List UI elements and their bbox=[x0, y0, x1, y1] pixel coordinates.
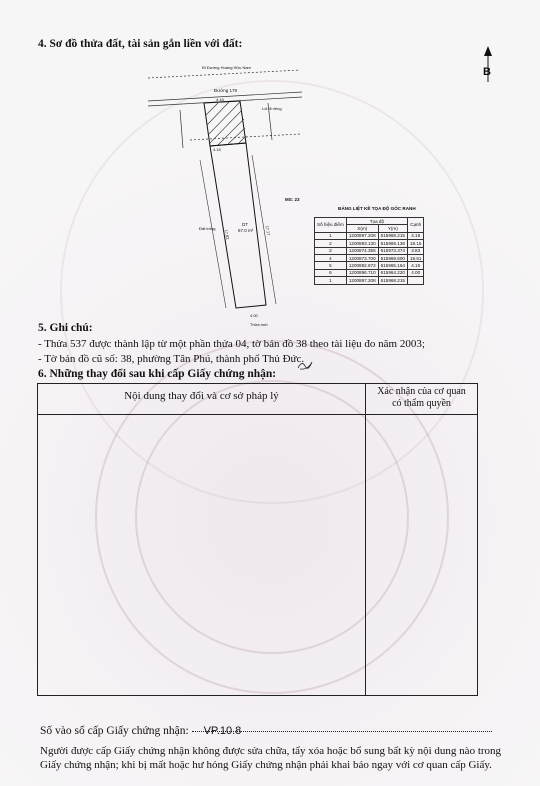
cell: 1200896.710 bbox=[346, 269, 378, 276]
changes-table bbox=[37, 383, 478, 696]
road-small-label: Lối đi riêng bbox=[262, 106, 282, 111]
changes-col-content bbox=[38, 384, 366, 695]
cert-register-label: Số vào sổ cấp Giấy chứng nhận: bbox=[40, 725, 189, 737]
cell: 5 bbox=[315, 262, 347, 269]
dim-label: 4.15 bbox=[213, 147, 221, 152]
section6-title: 6. Những thay đổi sau khi cấp Giấy chứng nhận: bbox=[38, 368, 277, 380]
table-row bbox=[315, 254, 424, 261]
coord-header-group: Tọa độ bbox=[346, 218, 407, 225]
cell: 4.18 bbox=[407, 232, 424, 239]
parcel-area: 67.0 m² bbox=[238, 228, 254, 233]
section4-title: 4. Sơ đồ thửa đất, tài sản gắn liền với đất: bbox=[38, 38, 243, 50]
coord-table-title: BẢNG LIỆT KÊ TỌA ĐỘ GÓC RANH bbox=[338, 206, 416, 211]
table-row bbox=[315, 277, 424, 284]
road-main-label: Đường 179 bbox=[214, 88, 237, 93]
table-row bbox=[315, 240, 424, 247]
dim-label: 4.18 bbox=[216, 97, 224, 102]
cell: 1200874.355 bbox=[346, 247, 378, 254]
cell: 4 bbox=[315, 254, 347, 261]
cell: 615968.215 bbox=[378, 277, 407, 284]
note-line-2: - Tờ bản đồ cũ số: 38, phường Tân Phú, thành phố Thủ Đức. bbox=[38, 353, 305, 365]
cell: 615965.164 bbox=[378, 262, 407, 269]
north-label: B bbox=[483, 66, 491, 78]
dim-label: 17.17 bbox=[264, 225, 272, 236]
confirm-header-line-1: Xác nhận của cơ quan bbox=[377, 386, 466, 397]
cell: 615969.136 bbox=[378, 240, 407, 247]
table-row bbox=[315, 269, 424, 276]
cell: 3.83 bbox=[407, 247, 424, 254]
road-side-label: Đất trống bbox=[199, 226, 216, 231]
changes-header-content: Nội dung thay đổi và cơ sở pháp lý bbox=[124, 390, 279, 402]
dim-label: 17.82 bbox=[223, 229, 231, 240]
table-row bbox=[315, 262, 424, 269]
cert-number-field bbox=[192, 725, 492, 737]
cell: 1200873.700 bbox=[346, 254, 378, 261]
footer-note: Người được cấp Giấy chứng nhận không được sửa chữa, tẩy xóa hoặc bổ sung bất kỳ nội dung nào trong Giấy chứng nhận; khi bị mất hoặc hư hỏng Giấy chứng nhận phải khai báo ngay với cơ quan cấp Giấy. bbox=[40, 745, 502, 771]
cell: 1200897.208 bbox=[346, 232, 378, 239]
handwritten-initial bbox=[296, 358, 316, 372]
coord-header-point: Số hiệu điểm bbox=[315, 218, 347, 233]
note-line-1: - Thửa 537 được thành lập từ một phần thửa 04, tờ bản đồ 38 theo tài liệu đo năm 2003; bbox=[38, 338, 425, 350]
cell: 1200897.208 bbox=[346, 277, 378, 284]
cell: 3 bbox=[315, 247, 347, 254]
cert-register-line bbox=[40, 725, 492, 737]
cell: 19.51 bbox=[407, 254, 424, 261]
cell: 1 bbox=[315, 277, 347, 284]
bottom-parcel-label: Thửa mới bbox=[250, 322, 268, 327]
cell: 1 bbox=[315, 232, 347, 239]
coord-table bbox=[314, 217, 424, 285]
table-row bbox=[315, 232, 424, 239]
cell: 615964.220 bbox=[378, 269, 407, 276]
table-row bbox=[315, 247, 424, 254]
cell bbox=[407, 277, 424, 284]
cell: 4.15 bbox=[407, 262, 424, 269]
cell: 615968.215 bbox=[378, 232, 407, 239]
dim-label: 4.00 bbox=[250, 313, 258, 318]
coord-header-x: X(m) bbox=[346, 225, 378, 232]
coord-header-y: Y(m) bbox=[378, 225, 407, 232]
parcel-label: DT bbox=[242, 222, 248, 227]
road-top-label: Đi Đường Hoàng Hữu Nam bbox=[202, 65, 251, 70]
section5-title: 5. Ghi chú: bbox=[38, 322, 93, 334]
confirm-header-line-2: có thẩm quyền bbox=[392, 398, 451, 409]
cell: 6 bbox=[315, 269, 347, 276]
cell: 19.15 bbox=[407, 240, 424, 247]
map-scale: MS: 23 bbox=[285, 197, 300, 202]
cell: 4.00 bbox=[407, 269, 424, 276]
changes-header-confirm bbox=[366, 386, 477, 410]
cell: 615969.600 bbox=[378, 254, 407, 261]
coord-header-edge: Cạnh bbox=[407, 218, 424, 233]
cell: 2 bbox=[315, 240, 347, 247]
cert-number: VP.10.8 bbox=[203, 725, 242, 737]
cell: 615973.374 bbox=[378, 247, 407, 254]
cell: 1200892.672 bbox=[346, 262, 378, 269]
cell: 1200893.130 bbox=[346, 240, 378, 247]
land-parcel-diagram bbox=[0, 0, 540, 340]
